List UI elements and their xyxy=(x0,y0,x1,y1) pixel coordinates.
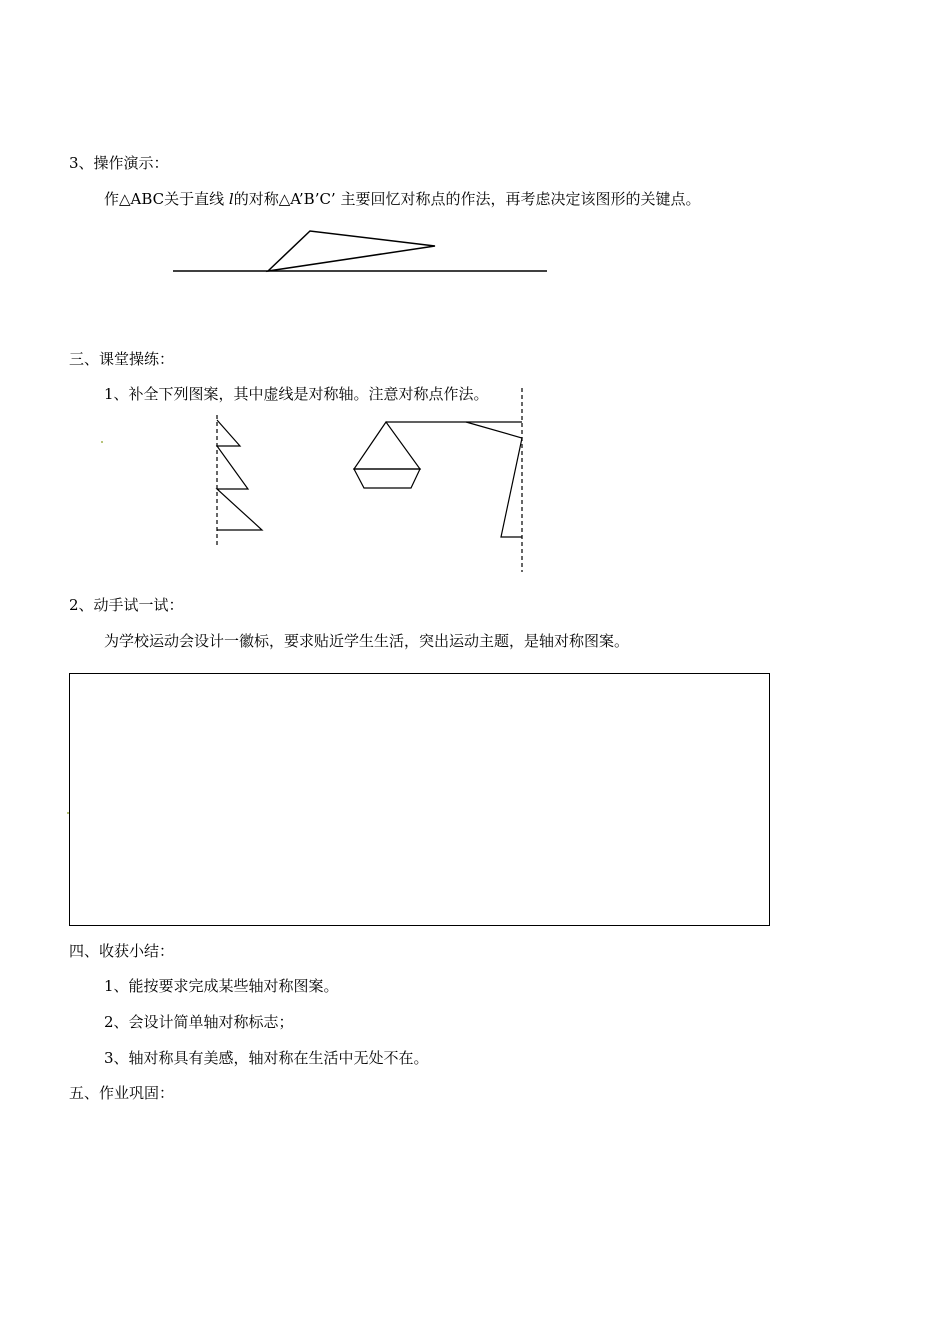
summary-point-1: 1、能按要求完成某些轴对称图案。 xyxy=(104,977,339,995)
design-answer-box xyxy=(69,673,770,926)
practice-heading: 三、课堂操练： xyxy=(69,350,175,368)
scan-speck xyxy=(67,812,69,814)
homework-heading: 五、作业巩固： xyxy=(69,1084,175,1102)
instruction-prefix: 作△ABC关于直线 xyxy=(104,190,229,208)
zigzag-half-figure xyxy=(217,420,262,530)
line-variable: l xyxy=(228,190,234,208)
section-3-heading: 3、操作演示： xyxy=(69,154,169,172)
practice-item-1: 1、补全下列图案，其中虚线是对称轴。注意对称点作法。 xyxy=(104,385,489,403)
summary-point-2: 2、会设计简单轴对称标志； xyxy=(104,1013,294,1031)
scan-speck xyxy=(101,441,103,443)
summary-point-3: 3、轴对称具有美感，轴对称在生活中无处不在。 xyxy=(104,1049,429,1067)
practice-item-2-text: 为学校运动会设计一徽标，要求贴近学生生活，突出运动主题，是轴对称图案。 xyxy=(104,632,630,650)
practice-item-2-heading: 2、动手试一试： xyxy=(69,596,184,614)
summary-heading: 四、收获小结： xyxy=(69,942,175,960)
scale-half-figure xyxy=(354,422,522,537)
instruction-suffix: 的对称△A’B’C’ 主要回忆对称点的作法，再考虑决定该图形的关键点。 xyxy=(233,190,701,208)
